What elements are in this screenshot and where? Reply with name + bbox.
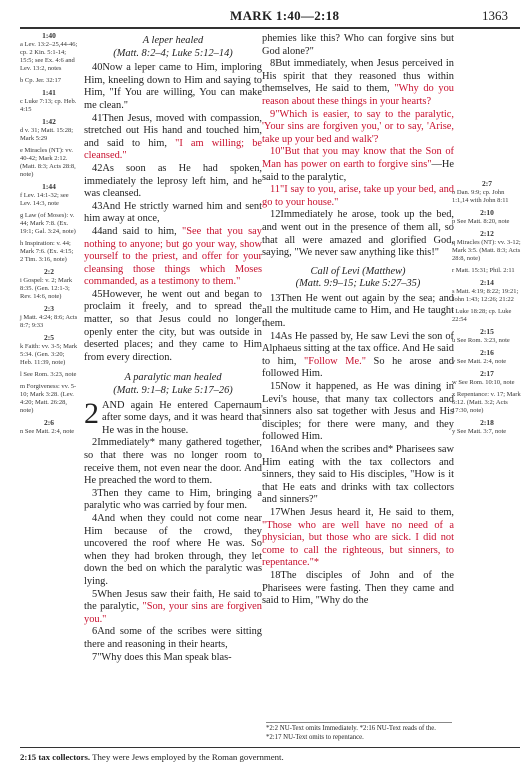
reference-text: a Lev. 13:2–25,44-46; cp. 2 Kin. 5:1-14; 15:5; see Ex. 4:6 and Lev. 13:2, notes [20, 41, 78, 72]
section-heading-ref: (Matt. 9:1–8; Luke 5:17–26) [113, 385, 233, 397]
section-heading: Call of Levi (Matthew) [310, 265, 406, 277]
cross-reference [20, 305, 78, 330]
cross-reference [20, 77, 78, 85]
verse-1-41: 41Then Jesus, moved with compassion, stretched out His hand and touched him, and said to him, "I am willing; be cleansed." [84, 112, 262, 162]
cross-reference [20, 383, 78, 415]
reference-verse-number: 2:15 [480, 327, 494, 336]
verse-2-10: 10"But that you may know that the Son of Man has power on earth to forgive sins"—He said to the paralytic, [262, 146, 454, 183]
cross-reference [20, 268, 78, 301]
reference-verse-number: 2:2 [44, 267, 54, 276]
chapter-number: 2 [84, 396, 99, 430]
verse-2-14: 14As He passed by, He saw Levi the son of Alphaeus sitting at the tax office. And He said to him, "Follow Me." So he arose and followed Him. [262, 330, 454, 380]
reference-verse-number: 2:12 [480, 229, 494, 238]
reference-verse-number: 2:7 [482, 179, 492, 188]
cross-reference [452, 209, 522, 226]
running-header-title: MARK 1:40—2:18 [230, 8, 340, 23]
cross-reference [452, 349, 522, 366]
verse-2-4: 4And when they could not come near Him because of the crowd, they uncovered the roof where He was. So when they had broken through, they let down the bed on which the paralytic was lying. [84, 512, 262, 587]
section-heading-ref: (Matt. 8:2–4; Luke 5:12–14) [113, 47, 233, 59]
cross-reference [20, 334, 78, 367]
reference-verse-number: 2:17 [480, 369, 494, 378]
study-note-text: They were Jews employed by the Roman government. [90, 752, 284, 762]
right-reference-column [452, 180, 522, 440]
cross-reference [452, 328, 522, 345]
section-heading: A paralytic man healed [124, 372, 222, 384]
reference-text: f Lev. 14:1-32; see Lev. 14:3, note [20, 192, 69, 207]
reference-text: c Luke 7:13; cp. Heb. 4:15 [20, 98, 77, 113]
reference-verse-number: 2:14 [480, 278, 494, 287]
verse-2-11: 11"I say to you, arise, take up your bed, and go to your house." [262, 184, 454, 208]
reference-text: l See Rom. 3:23, note [20, 371, 77, 378]
reference-text: y See Matt. 3:7, note [452, 428, 507, 435]
left-reference-column [20, 32, 78, 440]
verse-2-8: 8But immediately, when Jesus perceived in His spirit that they reasoned thus within themselves, He said to them, "Why do you reason about these things in your hearts? [262, 58, 454, 107]
reference-verse-number: 1:40 [42, 31, 56, 40]
cross-reference [20, 183, 78, 208]
reference-text: g Law (of Moses): v. 44; Mark 7:8. (Ex. 19:1; Gal. 3:24, note) [20, 212, 76, 235]
reference-text: b Cp. Jer. 32:17 [20, 77, 61, 84]
cross-reference [452, 267, 522, 275]
verse-2-13: 13Then He went out again by the sea; and all the multitude came to Him, and He taught them. [262, 292, 454, 330]
reference-text: p See Matt. 8:20, note [452, 218, 510, 225]
cross-reference [452, 308, 522, 324]
cross-reference [452, 419, 522, 436]
reference-text: u See Rom. 3:23, note [452, 337, 510, 344]
reference-text: j Matt. 4:24; 8:6; Acts 8:7; 9:33 [20, 314, 78, 329]
reference-text: e Miracles (NT): vv. 40-42; Mark 2:12. (Matt. 8:3; Acts 28:8, note) [20, 147, 76, 178]
cross-reference [20, 147, 78, 179]
verse-2-12: 12Immediately he arose, took up the bed, and went out in the presence of them all, so that all were amazed and glorified God, saying, "We never saw anything like this!" [262, 209, 454, 259]
page-number: 1363 [482, 8, 508, 23]
verse-1-44: 44and said to him, "See that you say nothing to anyone; but go your way, show yourself to the priest, and offer for your cleansing those things which Moses commanded, as a testimony to them." [84, 225, 262, 288]
reference-text: v See Matt. 2:4, note [452, 358, 507, 365]
verse-2-2: 2Immediately* many gathered together, so that there was no longer room to receive them, not even near the door. And He preached the word to them. [84, 437, 262, 487]
verse-2-1: 2 AND again He entered Capernaum after some days, and it was heard that He was in the house. [84, 396, 262, 436]
cross-reference [452, 370, 522, 387]
reference-text: k Faith: vv. 3-5; Mark 5:34. (Gen. 3:20; Heb. 11:39, note) [20, 343, 78, 366]
reference-verse-number: 2:5 [44, 333, 54, 342]
reference-verse-number: 2:3 [44, 304, 54, 313]
reference-text: i Gospel: v. 2; Mark 8:35. (Gen. 12:1-3; Rev. 14:6, note) [20, 277, 73, 300]
cross-reference [20, 419, 78, 436]
reference-verse-number: 1:42 [42, 117, 56, 126]
header-rule [20, 27, 520, 29]
verse-2-5: 5When Jesus saw their faith, He said to the paralytic, "Son, your sins are forgiven you." [84, 588, 262, 625]
cross-reference [20, 32, 78, 73]
cross-reference [452, 180, 522, 205]
reference-verse-number: 1:41 [42, 88, 56, 97]
reference-text: d v. 31; Matt. 15:28; Mark 5:29 [20, 127, 74, 142]
reference-verse-number: 1:44 [42, 182, 56, 191]
reference-verse-number: 2:6 [44, 418, 54, 427]
verse-2-7: 7"Why does this Man speak blas- [92, 651, 232, 663]
reference-text: m Forgiveness: vv. 5-10; Mark 3:28. (Lev. 4:20; Matt. 26:28, note) [20, 383, 77, 414]
verse-2-7-cont: phemies like this? Who can forgive sins but God alone?" [262, 33, 454, 57]
reference-text: o Dan. 9:9; cp. John 1:1,14 with John 8:11 [452, 189, 509, 204]
reference-text: q Miracles (NT): vv. 3-12; Mark 3:5. (Matt. 8:3; Acts 28:8, note) [452, 239, 521, 262]
reference-text: w See Rom. 10:10, note [452, 379, 515, 386]
reference-text: r Matt. 15:31; Phil. 2:11 [452, 267, 515, 274]
section-heading: A leper healed [142, 35, 204, 46]
verse-1-42: 42As soon as He had spoken, immediately the leprosy left him, and he was cleansed. [84, 162, 262, 200]
cross-reference [452, 391, 522, 415]
verse-2-3: 3Then they came to Him, bringing a paralytic who was carried by four men. [84, 487, 262, 512]
verse-2-6: 6And some of the scribes were sitting there and reasoning in their hearts, [84, 626, 262, 650]
reference-text: x Repentance: v. 17; Mark 6:12. (Matt. 3:2; Acts 17:30, note) [452, 391, 521, 414]
reference-text: s Matt. 4:19; 8:22; 19:21; John 1:43; 12:26; 21:22 [452, 288, 519, 303]
section-heading-ref: (Matt. 9:9–15; Luke 5:27–35) [295, 278, 421, 290]
cross-reference [20, 212, 78, 236]
textual-footnotes: *2:2 NU-Text omits Immediately. *2:16 NU-Text reads of the. *2:17 NU-Text omits to repentance. [266, 722, 452, 742]
reference-text: h Inspiration: v. 44; Mark 7:6. (Ex. 4:15; 2 Tim. 3:16, note) [20, 240, 74, 263]
verse-1-40: 40Now a leper came to Him, imploring Him, kneeling down to Him and saying to Him, "If You are willing, You can make me clean." [84, 62, 262, 111]
bottom-rule [20, 747, 520, 748]
verse-2-17: 17When Jesus heard it, He said to them, "Those who are well have no need of a physician, but those who are sick. I did not come to call the righteous, but sinners, to repentance."* [262, 506, 454, 569]
reference-text: t Luke 18:28; cp. Luke 22:54 [452, 308, 512, 323]
verse-2-16: 16And when the scribes and* Pharisees saw Him eating with the tax collectors and sinners, they said to His disciples, "How is it that He eats and drinks with tax collectors and sinners?" [262, 444, 454, 506]
reference-verse-number: 2:16 [480, 348, 494, 357]
text-column-right [262, 33, 454, 608]
cross-reference [452, 279, 522, 304]
reference-verse-number: 2:18 [480, 418, 494, 427]
cross-reference [452, 230, 522, 263]
reference-text: n See Matt. 2:4, note [20, 428, 75, 435]
verse-2-18: 18The disciples of John and of the Pharisees were fasting. Then they came and said to Him, "Why do the [262, 569, 454, 607]
verse-2-9: 9"Which is easier, to say to the paralytic, 'Your sins are forgiven you,' or to say, 'Arise, take up your bed and walk'? [262, 108, 454, 145]
reference-verse-number: 2:10 [480, 208, 494, 217]
cross-reference [20, 240, 78, 264]
verse-1-43: 43And He strictly warned him and sent him away at once, [84, 200, 262, 225]
cross-reference [20, 118, 78, 143]
cross-reference [20, 89, 78, 114]
verse-1-45: 45However, he went out and began to proclaim it freely, and to spread the matter, so that Jesus could no longer openly enter the city, but was outside in deserted places; and they came to Him from every direction. [84, 288, 262, 363]
text-column-left [84, 33, 262, 664]
study-note-label: 2:15 tax collectors. [20, 752, 91, 762]
verse-2-15: 15Now it happened, as He was dining in Levi's house, that many tax collectors and sinners also sat together with Jesus and His disciples; for there were many, and they followed Him. [262, 381, 454, 443]
cross-reference [20, 371, 78, 379]
study-note [20, 752, 520, 762]
